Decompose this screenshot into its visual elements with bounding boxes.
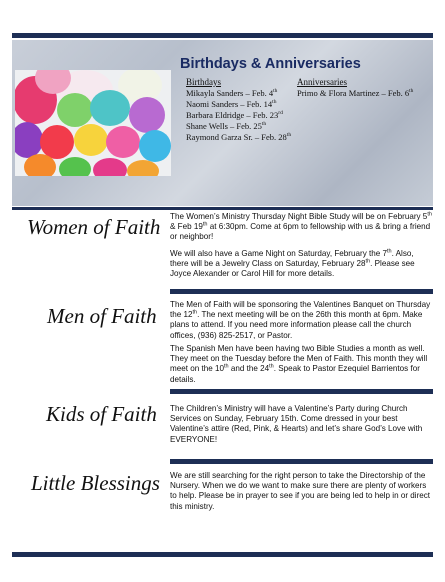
birthday-item: Mikayla Sanders – Feb. 4th xyxy=(186,88,278,98)
banner-title: Birthdays & Anniversaries xyxy=(180,56,361,72)
kids-paragraph: The Children’s Ministry will have a Valentine’s Party during Church Services on Sunday, February 15th. Come dressed in your best Valentine’s attire (Red, Pink, & Hearts) and let’s share God’s Love with EVERYONE! xyxy=(170,404,423,444)
birthday-item: Naomi Sanders – Feb. 14th xyxy=(186,99,277,109)
kids-rule xyxy=(170,389,433,394)
birthday-item: Barbara Eldridge – Feb. 23rd xyxy=(186,110,283,120)
balloons-icon xyxy=(15,70,171,176)
little-rule xyxy=(170,459,433,464)
little-paragraph: We are still searching for the right person to take the Directorship of the Nursery. When we do we want to make sure there are plenty of workers to help. Please be in prayer to see if you are being led to help in or direct this ministry. xyxy=(170,471,431,511)
top-rule xyxy=(12,33,433,38)
women-paragraph-1: The Women’s Ministry Thursday Night Bible Study will be on February 5th & Feb 19th at 6:30pm. Come at 6pm to fellowship with us & bring a friend or neighbor! xyxy=(170,211,432,242)
kids-title: Kids of Faith xyxy=(46,402,157,426)
women-title: Women of Faith xyxy=(27,215,161,239)
women-rule xyxy=(12,207,433,210)
birthdays-heading: Birthdays xyxy=(186,77,221,87)
men-rule xyxy=(170,289,433,294)
balloons-photo xyxy=(15,70,171,176)
bottom-rule xyxy=(12,552,433,557)
men-title: Men of Faith xyxy=(47,304,157,328)
birthday-item: Raymond Garza Sr. – Feb. 28th xyxy=(186,132,292,142)
little-title: Little Blessings xyxy=(31,471,160,495)
men-paragraph-2: The Spanish Men have been having two Bible Studies a month as well. They meet on the Tuesday before the Men of Faith. This month they will meet on the 10th and the 24th. Speak to Pastor Ezequiel Barrientos for details. xyxy=(170,344,428,384)
birthday-item: Shane Wells – Feb. 25th xyxy=(186,121,267,131)
anniversary-item: Primo & Flora Martinez – Feb. 6th xyxy=(297,88,414,98)
men-paragraph-1: The Men of Faith will be sponsoring the Valentines Banquet on Thursday the 12th. The next meeting will be on the 26th this month at 6pm. Make plans to attend. If you need more information please call the church offices, (936) 825-2517, or Pastor. xyxy=(170,300,431,340)
anniversaries-heading: Anniversaries xyxy=(297,77,347,87)
women-paragraph-2: We will also have a Game Night on Saturday, February the 7th. Also, there will be a Jewelry Class on Saturday, February 28th. Please see Joyce Alexander or Carol Hill for more details. xyxy=(170,248,415,279)
